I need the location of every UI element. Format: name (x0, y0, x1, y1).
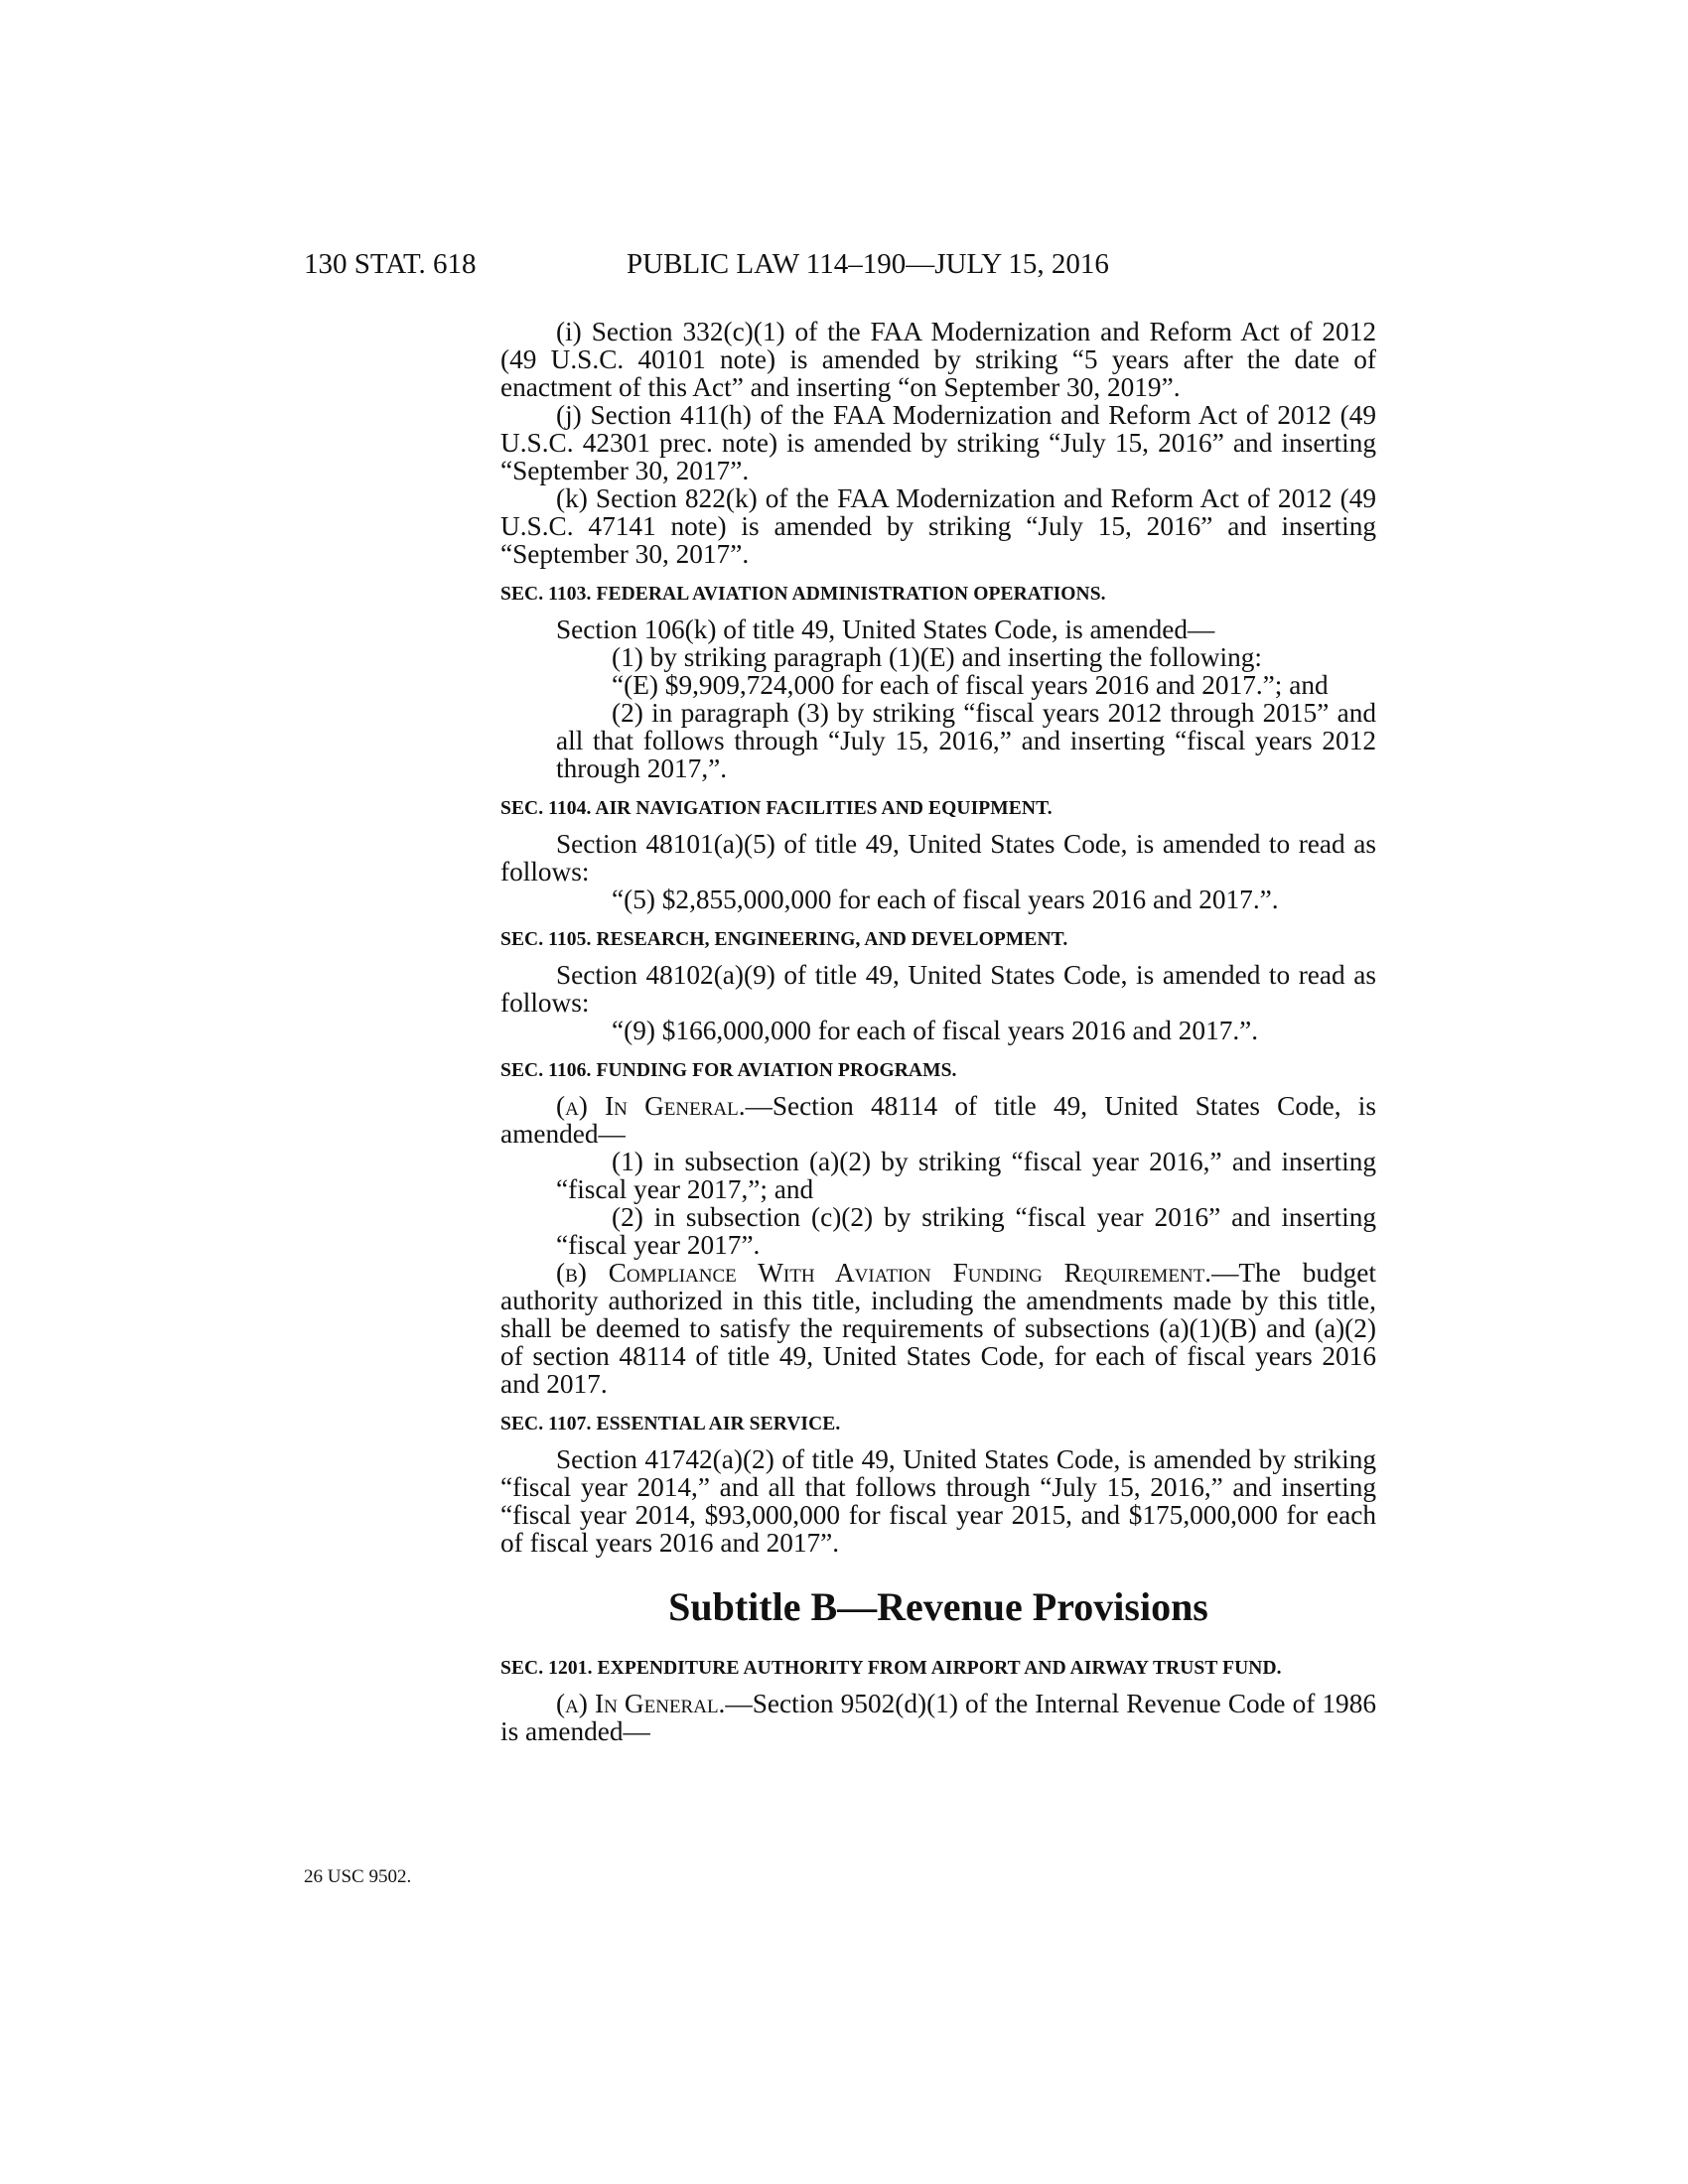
paragraph-j: (j) Section 411(h) of the FAA Modernization and Reform Act of 2012 (49 U.S.C. 42301 prec. note) is amended by striking “July 15, 2016” and inserting “September 30, 2017”. (500, 400, 1376, 485)
section-1104-intro: Section 48101(a)(5) of title 49, United States Code, is amended to read as follows: (500, 829, 1376, 887)
section-1103-quoted-text: “(E) $9,909,724,000 for each of fiscal years 2016 and 2017.”; and (612, 670, 1329, 700)
page-header (304, 248, 1376, 284)
section-1104-quoted-text: “(5) $2,855,000,000 for each of fiscal years 2016 and 2017.”. (612, 885, 1279, 914)
section-1103-item-1: (1) by striking paragraph (1)(E) and inserting the following: (612, 642, 1262, 672)
section-1104-heading: SEC. 1104. AIR NAVIGATION FACILITIES AND EQUIPMENT. (500, 798, 1053, 819)
public-law-running-head: PUBLIC LAW 114–190—JULY 15, 2016 (627, 248, 1109, 280)
document-body (500, 318, 1376, 1745)
section-1103-item-2: (2) in paragraph (3) by striking “fiscal years 2012 through 2015” and all that follows through “July 15, 2016,” and inserting “fiscal years 2012 through 2017,”. (556, 698, 1376, 783)
section-1107-heading: SEC. 1107. ESSENTIAL AIR SERVICE. (500, 1414, 841, 1434)
section-1106-a-label: (a) In General. (556, 1091, 746, 1121)
section-1106-a-text: —Section 48114 of title 49, United States Code, is amended— (500, 1091, 1376, 1149)
section-1106-subsection-b (500, 1259, 1376, 1398)
section-1106-item-1: (1) in subsection (a)(2) by striking “fiscal year 2016,” and inserting “fiscal year 2017,”; and (556, 1147, 1376, 1204)
section-1106-item-2: (2) in subsection (c)(2) by striking “fiscal year 2016” and inserting “fiscal year 2017”. (556, 1202, 1376, 1260)
paragraph-i: (i) Section 332(c)(1) of the FAA Modernization and Reform Act of 2012 (49 U.S.C. 40101 note) is amended by striking “5 years after the date of enactment of this Act” and inserting “on September 30, 2019”. (500, 317, 1376, 402)
subtitle-heading: Subtitle B—Revenue Provisions (668, 1584, 1208, 1629)
section-1105-intro: Section 48102(a)(9) of title 49, United States Code, is amended to read as follows: (500, 960, 1376, 1018)
section-1106-b-text: —The budget authority authorized in this title, including the amendments made by this title, shall be deemed to satisfy the requirements of subsections (a)(1)(B) and (a)(2) of section 48114 of title 49, United States Code, for each of fiscal years 2016 and 2017. (500, 1258, 1376, 1399)
section-1201-a-label: (a) In General. (556, 1689, 726, 1718)
section-1201-subsection-a (500, 1690, 1376, 1745)
margin-citation-note: 26 USC 9502. (304, 1866, 412, 1887)
section-1105-heading: SEC. 1105. RESEARCH, ENGINEERING, AND DEVELOPMENT. (500, 929, 1068, 950)
section-1201-heading: SEC. 1201. EXPENDITURE AUTHORITY FROM AIRPORT AND AIRWAY TRUST FUND. (500, 1658, 1282, 1679)
section-1201-a-text: —Section 9502(d)(1) of the Internal Revenue Code of 1986 is amended— (500, 1689, 1376, 1746)
statute-page-reference: 130 STAT. 618 (304, 248, 477, 280)
section-1103-intro: Section 106(k) of title 49, United States Code, is amended— (556, 614, 1215, 644)
section-1107-text: Section 41742(a)(2) of title 49, United States Code, is amended by striking “fiscal year 2014,” and all that follows through “July 15, 2016,” and inserting “fiscal year 2014, $93,000,000 for fiscal year 2015, and $175,000,000 for each of fiscal years 2016 and 2017”. (500, 1444, 1376, 1558)
section-1106-b-label: (b) Compliance With Aviation Funding Requirement. (556, 1258, 1212, 1288)
section-1103-heading: SEC. 1103. FEDERAL AVIATION ADMINISTRATION OPERATIONS. (500, 584, 1106, 605)
section-1105-quoted-text: “(9) $166,000,000 for each of fiscal years 2016 and 2017.”. (612, 1016, 1259, 1045)
paragraph-k: (k) Section 822(k) of the FAA Modernization and Reform Act of 2012 (49 U.S.C. 47141 note) is amended by striking “July 15, 2016” and inserting “September 30, 2017”. (500, 483, 1376, 569)
section-1106-subsection-a (500, 1092, 1376, 1148)
section-1106-heading: SEC. 1106. FUNDING FOR AVIATION PROGRAMS. (500, 1060, 957, 1081)
